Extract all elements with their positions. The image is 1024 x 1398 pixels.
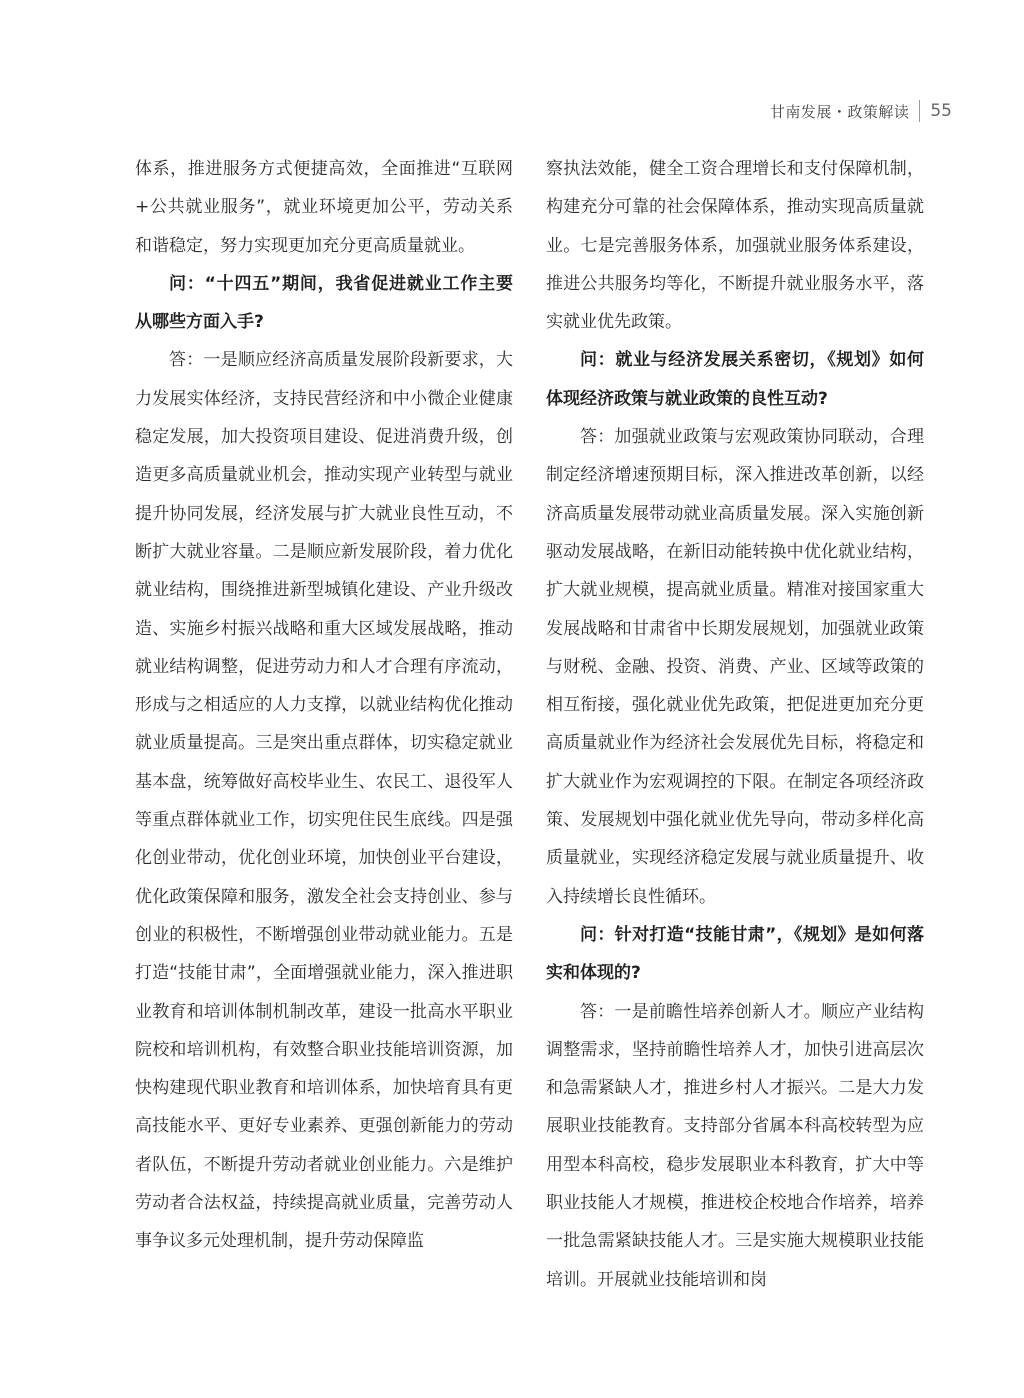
running-header bbox=[770, 100, 952, 122]
paragraph-continuation-right: 察执法效能，健全工资合理增长和支付保障机制，构建充分可靠的社会保障体系，推动实现高质量就业。七是完善服务体系，加强就业服务体系建设，推进公共服务均等化，不断提升就业服务水平，落实就业优先政策。 bbox=[546, 159, 924, 333]
left-column bbox=[135, 150, 513, 1261]
question-2: 问：就业与经济发展关系密切，《规划》如何体现经济政策与就业政策的良性互动? bbox=[546, 350, 924, 409]
answer-2: 答：加强就业政策与宏观政策协同联动，合理制定经济增速预期目标，深入推进改革创新，以经济高质量发展带动就业高质量发展。深入实施创新驱动发展战略，在新旧动能转换中优化就业结构，扩大就业规模，提高就业质量。精准对接国家重大发展战略和甘肃省中长期发展规划，加强就业政策与财税、金融、投资、消费、产业、区域等政策的相互衔接，强化就业优先政策，把促进更加充分更高质量就业作为经济社会发展优先目标，将稳定和扩大就业作为宏观调控的下限。在制定各项经济政策、发展规划中强化就业优先导向，带动多样化高质量就业，实现经济稳定发展与就业质量提升、收入持续增长良性循环。 bbox=[546, 427, 924, 907]
paragraph-continuation: 体系，推进服务方式便捷高效，全面推进“互联网+公共就业服务”，就业环境更加公平，劳动关系和谐稳定，努力实现更加充分更高质量就业。 bbox=[135, 159, 513, 256]
answer-3: 答：一是前瞻性培养创新人才。顺应产业结构调整需求，坚持前瞻性培养人才，加快引进高层次和急需紧缺人才，推进乡村人才振兴。二是大力发展职业技能教育。支持部分省属本科高校转型为应用型本科高校，稳步发展职业本科教育，扩大中等职业技能人才规模，推进校企校地合作培养，培养一批急需紧缺技能人才。三是实施大规模职业技能培训。开展就业技能培训和岗 bbox=[546, 1001, 924, 1290]
answer-1: 答：一是顺应经济高质量发展阶段新要求，大力发展实体经济，支持民营经济和中小微企业健康稳定发展，加大投资项目建设、促进消费升级，创造更多高质量就业机会，推动实现产业转型与就业提升协同发展，经济发展与扩大就业良性互动，不断扩大就业容量。二是顺应新发展阶段，着力优化就业结构，围绕推进新型城镇化建设、产业升级改造、实施乡村振兴战略和重大区域发展战略，推动就业结构调整，促进劳动力和人才合理有序流动，形成与之相适应的人力支撑，以就业结构优化推动就业质量提高。三是突出重点群体，切实稳定就业基本盘，统筹做好高校毕业生、农民工、退役军人等重点群体就业工作，切实兜住民生底线。四是强化创业带动，优化创业环境，加快创业平台建设，优化政策保障和服务，激发全社会支持创业、参与创业的积极性，不断增强创业带动就业能力。五是打造“技能甘肃”，全面增强就业能力，深入推进职业教育和培训体制机制改革，建设一批高水平职业院校和培训机构，有效整合职业技能培训资源，加快构建现代职业教育和培训体系，加快培育具有更高技能水平、更好专业素养、更强创新能力的劳动者队伍，不断提升劳动者就业创业能力。六是维护劳动者合法权益，持续提高就业质量，完善劳动人事争议多元处理机制，提升劳动保障监 bbox=[135, 350, 513, 1252]
header-title: 甘南发展・政策解读 bbox=[769, 102, 910, 121]
header-divider bbox=[919, 100, 920, 122]
question-3: 问：针对打造“技能甘肃”，《规划》是如何落实和体现的? bbox=[546, 924, 924, 984]
right-column bbox=[546, 150, 924, 1299]
page-number: 55 bbox=[930, 101, 952, 121]
question-1: 问：“十四五”期间，我省促进就业工作主要从哪些方面入手? bbox=[135, 273, 513, 333]
